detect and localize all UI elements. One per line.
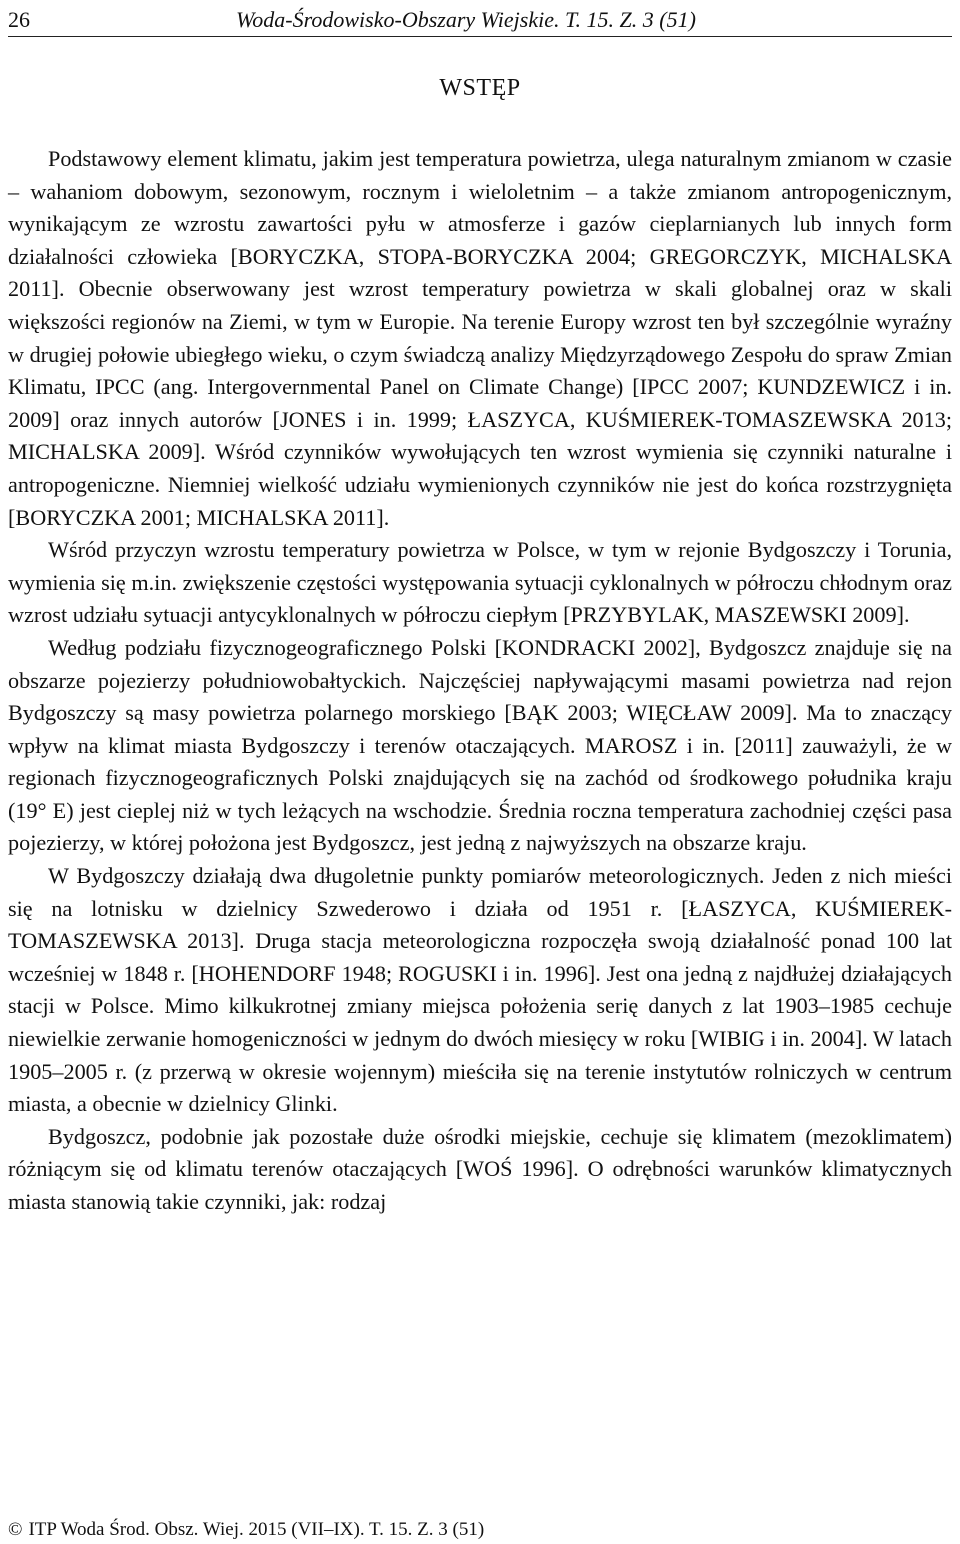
paragraph: Podstawowy element klimatu, jakim jest temperatura powietrza, ulega naturalnym zmianom w czasie – wahaniom dobowym, sezonowym, rocznym i wieloletnim – a także zmianom antropogenicznym, wynikającym ze wzrostu zawartości pyłu w atmosferze i gazów cieplarnianych lub innych form działalności człowieka [BORYCZKA, STOPA-BORYCZKA 2004; GREGORCZYK, MICHALSKA 2011]. Obecnie obserwowany jest wzrost temperatury powietrza w skali globalnej oraz w skali większości regionów na Ziemi, w tym w Europie. Na terenie Europy wzrost ten był szczególnie wyraźny w drugiej połowie ubiegłego wieku, o czym świadczą analizy Międzyrządowego Zespołu do spraw Zmian Klimatu, IPCC (ang. Intergovernmental Panel on Climate Change) [IPCC 2007; KUNDZEWICZ i in. 2009] oraz innych autorów [JONES i in. 1999; ŁASZYCA, KUŚMIEREK-TOMASZEWSKA 2013; MICHALSKA 2009]. Wśród czynników wywołujących ten wzrost wymienia się czynniki naturalne i antropogeniczne. Niemniej wielkość udziału wymienionych czynników nie jest do końca rozstrzygnięta [BORYCZKA 2001; MICHALSKA 2011]. (8, 146, 952, 530)
section-title: WSTĘP (439, 75, 521, 101)
paragraph: Bydgoszcz, podobnie jak pozostałe duże ośrodki miejskie, cechuje się klimatem (mezoklimatem) różniącym się od klimatu terenów otaczających [WOŚ 1996]. O odrębności warunków klimatycznych miasta stanowią takie czynniki, jak: rodzaj (8, 1123, 952, 1214)
paragraph: W Bydgoszczy działają dwa długoletnie punkty pomiarów meteorologicznych. Jeden z nich mieści się na lotnisku w dzielnicy Szwederowo i działa od 1951 r. [ŁASZYCA, KUŚMIEREK-TOMASZEWSKA 2013]. Druga stacja meteorologiczna rozpoczęła swoją działalność ponad 100 lat wcześniej w 1848 r. [HOHENDORF 1948; ROGUSKI i in. 1996]. Jest ona jedną z najdłużej działających stacji w Polsce. Mimo kilkukrotnej zmiany miejsca położenia serię danych z lat 1903–1985 cechuje niewielkie zerwanie homogeniczności w jednym do dwóch miesięcy w roku [WIBIG i in. 2004]. W latach 1905–2005 r. (z przerwą w okresie wojennym) mieściła się na terenie instytutów rolniczych w centrum miasta, a obecnie w dzielnicy Glinki. (8, 863, 952, 1117)
journal-title: Woda-Środowisko-Obszary Wiejskie. T. 15. Z. 3 (51) (236, 7, 696, 32)
page-number: 26 (8, 7, 30, 32)
paragraph: Według podziału fizycznogeograficznego Polski [KONDRACKI 2002], Bydgoszcz znajduje się na obszarze pojezierzy południowobałtyckich. Najczęściej napływającymi masami powietrza nad rejon Bydgoszczy są masy powietrza polarnego morskiego [BĄK 2003; WIĘCŁAW 2009]. Ma to znaczący wpływ na klimat miasta Bydgoszczy i terenów otaczających. MAROSZ i in. [2011] zauważyli, że w regionach fizycznogeograficznych Polski znajdujących się na zachód od środkowego południka kraju (19° E) jest cieplej niż w tych leżących na wschodzie. Średnia roczna temperatura zachodniej części pasa pojezierzy, w której położona jest Bydgoszcz, jest jedną z najwyższych na obszarze kraju. (8, 634, 952, 856)
running-header (8, 6, 952, 37)
footer-text: ITP Woda Środ. Obsz. Wiej. 2015 (VII–IX). T. 15. Z. 3 (51) (28, 1519, 485, 1540)
copyright-icon: © (8, 1519, 23, 1540)
paragraph: Wśród przyczyn wzrostu temperatury powietrza w Polsce, w tym w rejonie Bydgoszczy i Torunia, wymienia się m.in. zwiększenie częstości występowania sytuacji cyklonalnych w półroczu chłodnym oraz wzrost udziału sytuacji antycyklonalnych w półroczu ciepłym [PRZYBYLAK, MASZEWSKI 2009]. (8, 537, 952, 628)
article-body (8, 143, 952, 1219)
page-footer (8, 1518, 484, 1542)
